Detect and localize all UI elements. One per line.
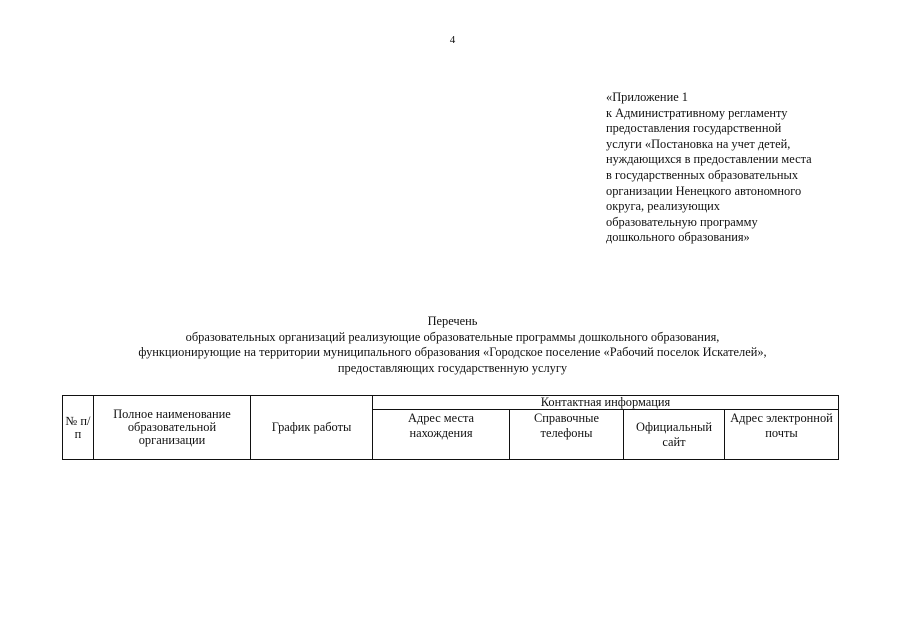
appendix-line: «Приложение 1 <box>606 90 688 104</box>
appendix-line: услуги «Постановка на учет детей, <box>606 136 791 151</box>
appendix-line: организации Ненецкого автономного <box>606 183 802 198</box>
appendix-line: к Административному регламенту <box>606 105 788 120</box>
appendix-line: нуждающихся в предоставлении места <box>606 152 812 167</box>
organizations-table <box>62 395 839 460</box>
appendix-line: округа, реализующих <box>606 199 720 214</box>
appendix-line: в государственных образовательных <box>606 167 799 182</box>
header-number: № п/п <box>63 396 94 460</box>
page-number: 4 <box>449 34 456 46</box>
title-line: образовательных организаций реализующие образовательные программы дошкольного образования, <box>185 329 720 344</box>
title-line: предоставляющих государственную услугу <box>337 360 568 375</box>
title-line: функционирующие на территории муниципального образования «Городское поселение «Рабочий поселок Искателей», <box>138 345 767 360</box>
appendix-line: образовательную программу <box>606 214 758 229</box>
header-contact-info: Контактная информация <box>373 396 839 410</box>
header-address: Адрес места нахождения <box>373 410 510 460</box>
header-email: Адрес электронной почты <box>725 410 839 460</box>
title-line: Перечень <box>427 314 478 328</box>
header-website: Официальный сайт <box>624 410 725 460</box>
header-organization-name: Полное наименование образовательной организации <box>94 396 251 460</box>
header-schedule: График работы <box>251 396 373 460</box>
appendix-line: дошкольного образования» <box>606 230 750 245</box>
document-title <box>0 314 905 376</box>
appendix-note <box>606 90 866 246</box>
appendix-line: предоставления государственной <box>606 121 782 136</box>
header-phones: Справочные телефоны <box>510 410 624 460</box>
